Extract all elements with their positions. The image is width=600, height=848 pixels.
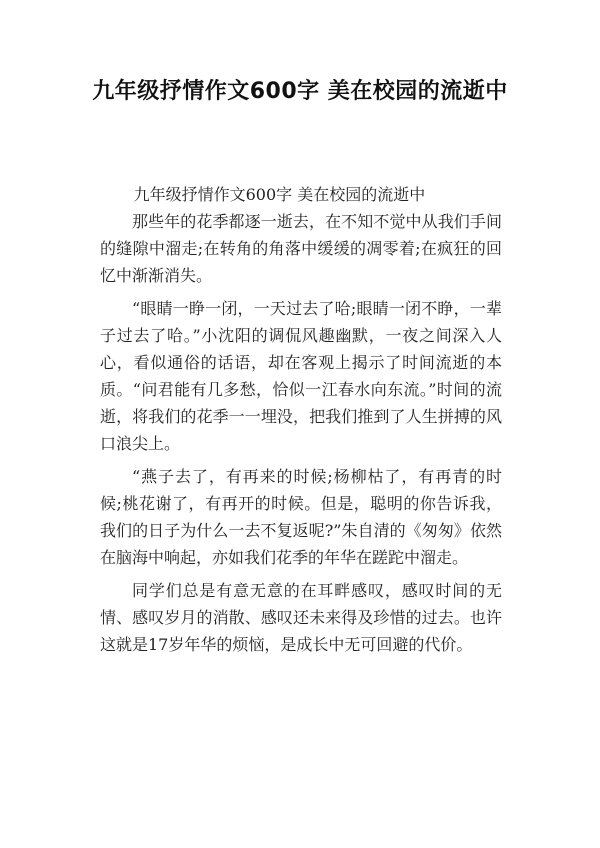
paragraph-2: “眼睛一睁一闭，一天过去了哈;眼睛一闭不睁，一辈子过去了哈。”小沈阳的调侃风趣幽默，一夜之间深入人心，看似通俗的话语，却在客观上揭示了时间流逝的本质。“问君能有几多愁，恰似一江春水向东流。”时间的流逝，将我们的花季一一埋没，把我们推到了人生拼搏的风口浪尖上。 [100, 299, 502, 453]
paragraph-1: 那些年的花季都逐一逝去，在不知不觉中从我们手间的缝隙中溜走;在转角的角落中缓缓的凋零着;在疯狂的回忆中渐渐消失。 [100, 212, 502, 285]
paragraph-4: 同学们总是有意无意的在耳畔感叹，感叹时间的无情、感叹岁月的消散、感叹还未来得及珍惜的过去。也许这就是17岁年华的烦恼，是成长中无可回避的代价。 [100, 581, 502, 654]
paragraph-3: “燕子去了，有再来的时候;杨柳枯了，有再青的时候;桃花谢了，有再开的时候。但是，聪明的你告诉我，我们的日子为什么一去不复返呢?”朱自清的《匆匆》依然在脑海中响起，亦如我们花季的年华在蹉跎中溜走。 [100, 467, 502, 567]
document-subtitle: 九年级抒情作文600字 美在校园的流逝中 [133, 185, 426, 204]
document-title: 九年级抒情作文600字 美在校园的流逝中 [92, 79, 508, 104]
document-body [100, 181, 502, 658]
